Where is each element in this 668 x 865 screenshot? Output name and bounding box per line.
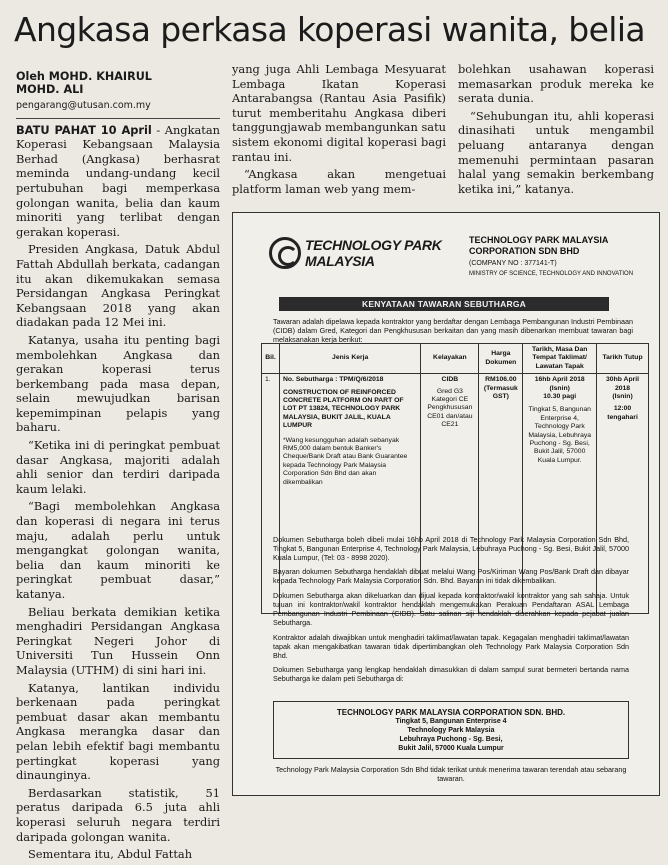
tpm-logo-icon (269, 237, 301, 269)
address-line-1: Tingkat 5, Bangunan Enterprise 4 (395, 718, 507, 725)
header-tarikh-tutup: Tarikh Tutup (597, 344, 649, 374)
header-taklimat: Tarikh, Masa Dan Tempat Taklimat/ Lawatan Tapak (523, 344, 597, 374)
article-paragraph-7: Katanya, lantikan individu berkenaan pada peringkat pembuat dasar akan membantu Angkasa merangka dasar dan pelan lebih efektif bagi membantu pertingkat koperasi yang dinaunginya. (16, 680, 220, 783)
article-paragraph-1 (16, 123, 220, 240)
closing-day: (Isnin) (612, 393, 633, 401)
disclaimer: Technology Park Malaysia Corporation Sdn Bhd tidak terikat untuk menerima tawaran terendah atau sebarang tawaran. (275, 765, 627, 783)
submission-address (273, 701, 629, 759)
ad-header (241, 227, 651, 293)
article-col2-paragraph-2: “Angkasa akan mengetuai platform laman web yang mem- (232, 167, 446, 196)
article-col3-paragraph-2: “Sehubungan itu, ahli koperasi dinasihati untuk mengambil peluang antaranya dengan memenuhi permintaan pasaran halal yang semakin berkembang ketika ini,” katanya. (458, 108, 654, 196)
tender-advertisement (232, 212, 660, 796)
article-paragraph-4: “Ketika ini di peringkat pembuat dasar Angkasa, majoriti adalah ahli senior dan terdiri daripada kaum lelaki. (16, 438, 220, 496)
article-paragraph-3: Katanya, usaha itu penting bagi membolehkan Angkasa dan gerakan koperasi terus berkembang pada masa depan, selain mewujudkan barisan kepemimpinan pelapis yang baharu. (16, 332, 220, 435)
article-column-3 (458, 62, 654, 199)
dateline: BATU PAHAT 10 April (16, 122, 152, 137)
header-bil: Bil. (262, 344, 280, 374)
submission-info: Dokumen Sebutharga yang lengkap hendaklah dimasukkan di dalam sampul surat bermeteri bertanda nama Sebutharga ke dalam peti Sebutharga di: (273, 665, 629, 683)
closing-time: 12:00 tengahari (607, 405, 638, 421)
address-name: TECHNOLOGY PARK MALAYSIA CORPORATION SDN. BHD. (336, 708, 566, 717)
cell-bil: 1. (262, 374, 280, 614)
qualification-detail: Gred G3 Kategori CE Pengkhususan CE01 dan/atau CE21 (427, 387, 473, 429)
tender-table-header (262, 344, 649, 374)
ministry-name: MINISTRY OF SCIENCE, TECHNOLOGY AND INNOVATION (469, 271, 634, 277)
tpm-logo (269, 235, 442, 285)
tender-banner: KENYATAAN TAWARAN SEBUTHARGA (279, 297, 609, 311)
eligibility-info: Dokumen Sebutharga akan dikeluarkan dan dijual kepada kontraktor/wakil kontraktor yang sah sahaja. Untuk tujuan ini kontraktor/wakil kontraktor hendaklah mengemukakan Perakuan Pendaftaran ASAL Lembaga Pembangunan Industri Pembinaan (CIDB). Satu salinan siji hendaklah diserahkan kepada pejabat jualan Sebutharga. (273, 591, 629, 627)
article-paragraph-6: Beliau berkata demikian ketika menghadiri Persidangan Angkasa Peringkat Negeri Johor di Universiti Tun Hussein Onn Malaysia (UTHM) di sini hari ini. (16, 604, 220, 677)
closing-date: 30hb April 2018 (606, 376, 640, 392)
article-col2-paragraph-1: yang juga Ahli Lembaga Mesyuarat Lembaga Ikatan Koperasi Antarabangsa (Rantau Asia Pasifik) turut memberitahu Angkasa diberi tanggungjawab membangunkan satu sistem ekonomi digital koperasi bagi rantau ini. (232, 62, 446, 164)
purchase-info: Dokumen Sebutharga boleh dibeli mulai 16hb April 2018 di Technology Park Malaysia Corporation Sdn Bhd, Tingkat 5, Bangunan Enterprise 4, Technology Park Malaysia, Lebuhraya Puchong - Sg. Besi, Bukit Jalil, 57000 Kuala Lumpur, (Tel: 03 - 8998 2020). (273, 535, 629, 562)
byline-line-1: Oleh MOHD. KHAIRUL (16, 70, 152, 83)
author-email[interactable]: pengarang@utusan.com.my (16, 99, 220, 119)
corporation-name: TECHNOLOGY PARK MALAYSIA CORPORATION SDN BHD (469, 235, 609, 256)
corporation-info (469, 235, 659, 279)
deposit-note: *Wang kesungguhan adalah sebanyak RM5,000 dalam bentuk Banker's Cheque/Bank Draft atau Bank Guarantee kepada Technology Park Malaysia Corporation Sdn Bhd dan akan dikembalikan (282, 436, 408, 486)
briefing-date: 16hb April 2018 (534, 376, 585, 384)
byline-line-2: MOHD. ALI (16, 83, 84, 96)
byline (16, 70, 220, 96)
logo-text-line-1: TECHNOLOGY PARK (305, 237, 442, 253)
address-line-4: Bukit Jalil, 57000 Kuala Lumpur (398, 745, 504, 752)
work-description: CONSTRUCTION OF REINFORCED CONCRETE PLATFORM ON PART OF LOT PT 13824, TECHNOLOGY PARK MALAYSIA, BUKIT JALIL, KUALA LUMPUR (282, 388, 404, 430)
address-line-2: Technology Park Malaysia (407, 727, 495, 734)
address-line-3: Lebuhraya Puchong - Sg. Besi, (399, 736, 503, 743)
document-price-note: (Termasuk GST) (483, 384, 518, 401)
article-paragraph-8: Berdasarkan statistik, 51 peratus daripada 6.5 juta ahli koperasi seluruh negara terdiri daripada golongan wanita. (16, 785, 220, 844)
briefing-place: Tingkat 5, Bangunan Enterprise 4, Technology Park Malaysia, Lebuhraya Puchong - Sg. Besi, Bukit Jalil, 57000 Kuala Lumpur. (528, 406, 592, 464)
company-number: (COMPANY NO : 377141-T) (469, 260, 557, 267)
qualification-title: CIDB (441, 376, 459, 384)
header-jenis-kerja: Jenis Kerja (279, 344, 420, 374)
article-column-2 (232, 62, 446, 199)
tender-reference: No. Sebutharga : TPM/Q/6/2018 (282, 376, 384, 384)
article-paragraph-2: Presiden Angkasa, Datuk Abdul Fattah Abdullah berkata, cadangan itu akan dikemukakan semasa Persidangan Angkasa Peringkat Kebangsaan 2018 yang akan diadakan pada 12 Mei ini. (16, 242, 220, 330)
article-paragraph-5: “Bagi membolehkan Angkasa dan koperasi di negara ini terus maju, adalah perlu untuk mengangkat golongan wanita, belia dan kaum minoriti ke peringkat pembuat dasar,” katanya. (16, 499, 220, 601)
briefing-requirement: Kontraktor adalah diwajibkan untuk menghadiri taklimat/lawatan tapak. Kegagalan menghadiri taklimat/lawatan tapak akan mengakibatkan tawaran tidak dipertimbangkan oleh Technology Park Malaysia Corporation Sdn Bhd. (273, 633, 629, 660)
payment-info: Bayaran dokumen Sebutharga hendaklah dibuat melalui Wang Pos/Kiriman Wang Pos/Bank Draft dan dibayar kepada Technology Park Malaysia Corporation Sdn. Bhd. Bayaran ini tidak dikembalikan. (273, 567, 629, 585)
document-price: RM106.00 (485, 376, 517, 384)
header-harga-dokumen: Harga Dokumen (479, 344, 523, 374)
briefing-day: (Isnin) (549, 384, 570, 392)
article-col3-paragraph-1: bolehkan usahawan koperasi memasarkan produk mereka ke serata dunia. (458, 62, 654, 106)
page-headline: Angkasa perkasa koperasi wanita, belia (14, 10, 646, 49)
header-kelayakan: Kelayakan (421, 344, 479, 374)
briefing-time: 10.30 pagi (543, 393, 577, 401)
article-column-1 (16, 70, 220, 865)
article-paragraph-9: Sementara itu, Abdul Fattah (28, 847, 193, 862)
article-paragraph-1-text: - Angkatan Koperasi Kebangsaan Malaysia Berhad (Angkasa) berhasrat meminda undang-undang kecil pertubuhan bagi memperkasa golongan wanita, belia dan kaum minoriti yang terlibat dengan gerakan koperasi. (16, 122, 220, 239)
tender-intro: Tawaran adalah dipelawa kepada kontraktor yang berdaftar dengan Lembaga Pembangunan Industri Pembinaan (CIDB) dalam Gred, Kategori dan Pengkhususan berkaitan dan yang masih dibenarkan membuat tawaran bagi melaksanakan kerja berikut: (273, 317, 633, 344)
logo-text-line-2: MALAYSIA (305, 253, 375, 269)
